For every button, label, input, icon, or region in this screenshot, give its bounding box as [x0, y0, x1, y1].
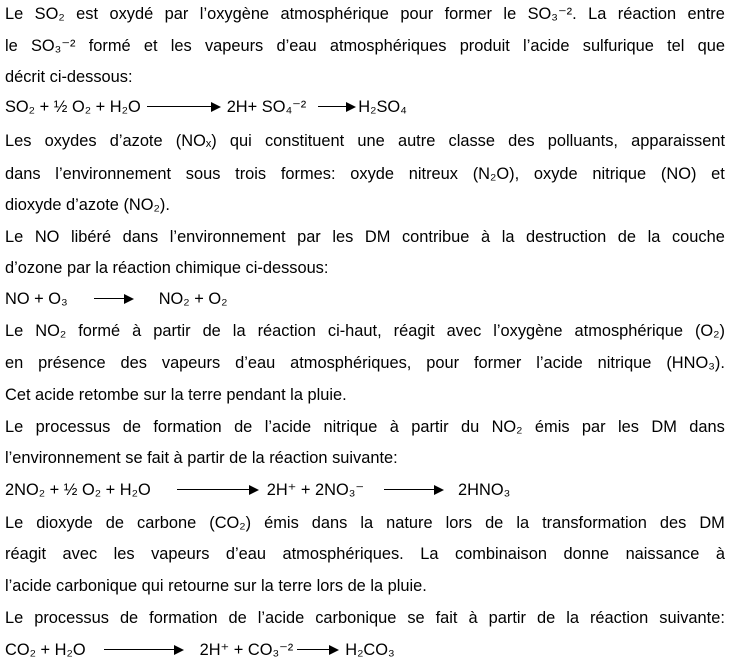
word: atmosphérique: [574, 322, 683, 340]
equation-product: NO₂ + O₂: [158, 290, 228, 308]
word: polluants,: [547, 132, 618, 150]
word: partir: [153, 322, 191, 340]
paragraph-line: l’environnement se fait à partir de la réaction suivante:: [5, 449, 398, 467]
word: libéré: [70, 228, 112, 246]
word: du: [460, 418, 480, 436]
word: l’acide: [523, 37, 570, 55]
word: formes:: [280, 165, 336, 183]
reaction-arrow-icon: [147, 102, 221, 112]
word: de: [228, 609, 247, 627]
word: oxydes: [44, 132, 97, 150]
word: le: [503, 5, 517, 23]
word: à: [389, 418, 399, 436]
word: réaction: [589, 609, 649, 627]
word: avec: [62, 545, 98, 563]
paragraph-line: [5, 544, 725, 564]
reaction-arrow-icon: [297, 645, 339, 655]
equation-reactants: CO₂ + H₂O: [5, 641, 86, 659]
word: la: [360, 514, 374, 532]
word: nitrique: [592, 165, 647, 183]
equation-ozone: [5, 289, 227, 309]
word: naissance: [625, 545, 700, 563]
equation-reactants: NO + O₃: [5, 290, 68, 308]
word: La: [588, 5, 607, 23]
word: l’acide: [536, 354, 583, 372]
word: (NOₓ): [175, 132, 217, 150]
word: atmosphériques.: [282, 545, 404, 563]
word: pour: [426, 354, 460, 372]
reaction-arrow-icon: [318, 102, 356, 112]
word: carbonique: [315, 609, 397, 627]
paragraph-line: [5, 131, 725, 151]
word: de: [485, 514, 504, 532]
word: destruction: [526, 228, 607, 246]
word: les: [113, 545, 135, 563]
word: formé: [78, 322, 121, 340]
word: présence: [38, 354, 106, 372]
word: le: [5, 37, 18, 55]
word: Le: [5, 322, 24, 340]
word: des: [120, 354, 147, 372]
word: vapeurs: [161, 354, 221, 372]
paragraph-line: dioxyde d’azote (NO₂).: [5, 196, 170, 214]
word: à: [480, 228, 491, 246]
word: donne: [563, 545, 610, 563]
word: Les: [5, 132, 32, 150]
word: constituent: [264, 132, 345, 150]
word: sulfurique: [582, 37, 654, 55]
equation-intermediate: 2H⁺ + 2NO₃⁻: [266, 481, 365, 499]
word: se: [407, 609, 425, 627]
word: fait: [435, 609, 458, 627]
word: vapeurs: [151, 545, 210, 563]
word: réaction: [257, 322, 316, 340]
word: oxydé: [109, 5, 154, 23]
word: réaction: [617, 5, 677, 23]
equation-product: H₂CO₃: [345, 641, 395, 659]
word: DM: [364, 228, 391, 246]
word: NO: [34, 228, 60, 246]
word: Le: [5, 514, 24, 532]
paragraph-line: [5, 164, 725, 184]
word: en: [5, 354, 24, 372]
word: lors: [445, 514, 473, 532]
word: (NO): [660, 165, 697, 183]
word: nitrique: [597, 354, 652, 372]
word: à: [468, 609, 478, 627]
word: dans: [311, 514, 348, 532]
word: l’environnement: [55, 165, 172, 183]
word: Le: [5, 5, 24, 23]
word: est: [76, 5, 99, 23]
word: avec: [446, 322, 482, 340]
word: former: [444, 5, 492, 23]
word: apparaissent: [631, 132, 725, 150]
word: ci-haut,: [327, 322, 382, 340]
word: l’oxygène: [199, 5, 270, 23]
paragraph-line: d’ozone par la réaction chimique ci-dessous:: [5, 259, 329, 277]
word: des: [659, 514, 687, 532]
word: de: [536, 609, 556, 627]
word: de: [122, 418, 141, 436]
word: La: [420, 545, 439, 563]
word: dioxyde: [36, 514, 93, 532]
equation-sulfuric-acid: [5, 97, 407, 117]
word: combinaison: [454, 545, 547, 563]
paragraph-line: [5, 353, 725, 373]
word: trois: [235, 165, 267, 183]
word: l’environnement: [169, 228, 286, 246]
word: nitreux: [408, 165, 458, 183]
word: contribue: [401, 228, 470, 246]
word: (CO₂): [209, 514, 252, 532]
word: partir: [488, 609, 526, 627]
word: par: [297, 228, 321, 246]
word: à: [715, 545, 725, 563]
word: émis: [264, 514, 299, 532]
word: de: [202, 322, 221, 340]
word: d’eau: [276, 37, 317, 55]
word: processus: [35, 418, 111, 436]
word: former: [473, 354, 522, 372]
word: Le: [5, 228, 24, 246]
paragraph-line: [5, 321, 725, 341]
equation-product: H₂SO₄: [358, 98, 407, 116]
word: l’acide: [264, 418, 312, 436]
word: entre: [687, 5, 725, 23]
equation-nitric-acid: [5, 480, 510, 500]
reaction-arrow-icon: [94, 294, 134, 304]
word: (N₂O),: [472, 165, 520, 183]
word: les: [170, 37, 192, 55]
word: par: [581, 418, 606, 436]
word: Le: [5, 418, 24, 436]
word: de: [617, 228, 637, 246]
word: l’acide: [257, 609, 305, 627]
word: la: [516, 514, 530, 532]
word: autre: [397, 132, 436, 150]
word: SO₂: [34, 5, 65, 23]
word: sous: [185, 165, 221, 183]
word: et: [143, 37, 158, 55]
word: dans: [689, 418, 725, 436]
word: transformation: [542, 514, 647, 532]
paragraph-line: l’acide carbonique qui retourne sur la terre lors de la pluie.: [5, 577, 427, 595]
word: les: [618, 418, 639, 436]
word: (HNO₃).: [666, 354, 725, 372]
word: couche: [671, 228, 725, 246]
paragraph-line: Cet acide retombe sur la terre pendant la pluie.: [5, 386, 347, 404]
word: la: [566, 609, 579, 627]
paragraph-line: [5, 608, 725, 628]
word: NO₂: [35, 322, 67, 340]
equation-carbonic-acid: [5, 640, 395, 660]
word: nature: [386, 514, 433, 532]
word: oxyde: [350, 165, 395, 183]
word: de: [234, 418, 253, 436]
word: DM: [651, 418, 677, 436]
word: que: [697, 37, 725, 55]
word: NO₂: [491, 418, 523, 436]
word: de: [105, 514, 124, 532]
word: classe: [448, 132, 495, 150]
word: SO₃⁻²: [31, 37, 76, 55]
equation-product: 2HNO₃: [458, 481, 511, 499]
word: d’azote: [109, 132, 163, 150]
paragraph-line: [5, 36, 725, 56]
word: qui: [229, 132, 252, 150]
paragraph-line: [5, 417, 725, 437]
word: Le: [5, 609, 24, 627]
word: formé: [88, 37, 131, 55]
word: partir: [411, 418, 449, 436]
word: vapeurs: [204, 37, 264, 55]
word: d’eau: [235, 354, 276, 372]
word: des: [508, 132, 535, 150]
word: une: [357, 132, 385, 150]
word: l’oxygène: [493, 322, 563, 340]
word: formation: [149, 609, 218, 627]
paragraph-line: [5, 513, 725, 533]
paragraph-line: décrit ci-dessous:: [5, 68, 133, 86]
word: les: [332, 228, 354, 246]
word: par: [164, 5, 189, 23]
paragraph-line: [5, 4, 725, 24]
word: de: [119, 609, 139, 627]
word: la: [647, 228, 661, 246]
word: processus: [34, 609, 109, 627]
reaction-arrow-icon: [384, 485, 444, 495]
word: réagit: [5, 545, 47, 563]
equation-reactants: 2NO₂ + ½ O₂ + H₂O: [5, 481, 151, 499]
paragraph-line: [5, 227, 725, 247]
word: tel: [667, 37, 685, 55]
word: suivante:: [659, 609, 725, 627]
word: nitrique: [323, 418, 378, 436]
word: produit: [459, 37, 510, 55]
reaction-arrow-icon: [177, 485, 259, 495]
word: (O₂): [694, 322, 725, 340]
word: réagit: [393, 322, 435, 340]
word: atmosphériques,: [290, 354, 412, 372]
word: et: [711, 165, 725, 183]
word: émis: [534, 418, 570, 436]
word: oxyde: [533, 165, 578, 183]
word: à: [132, 322, 142, 340]
word: atmosphérique: [280, 5, 389, 23]
word: dans: [122, 228, 159, 246]
word: carbone: [137, 514, 197, 532]
equation-intermediate: 2H+ SO₄⁻²: [226, 98, 307, 116]
word: dans: [5, 165, 41, 183]
word: SO₃⁻².: [527, 5, 577, 23]
equation-reactants: SO₂ + ½ O₂ + H₂O: [5, 98, 141, 116]
word: la: [501, 228, 515, 246]
word: la: [232, 322, 246, 340]
word: atmosphériques: [329, 37, 447, 55]
equation-intermediate: 2H⁺ + CO₃⁻²: [199, 641, 294, 659]
word: pour: [400, 5, 434, 23]
word: d’eau: [225, 545, 267, 563]
word: DM: [699, 514, 725, 532]
word: formation: [153, 418, 222, 436]
reaction-arrow-icon: [104, 645, 184, 655]
